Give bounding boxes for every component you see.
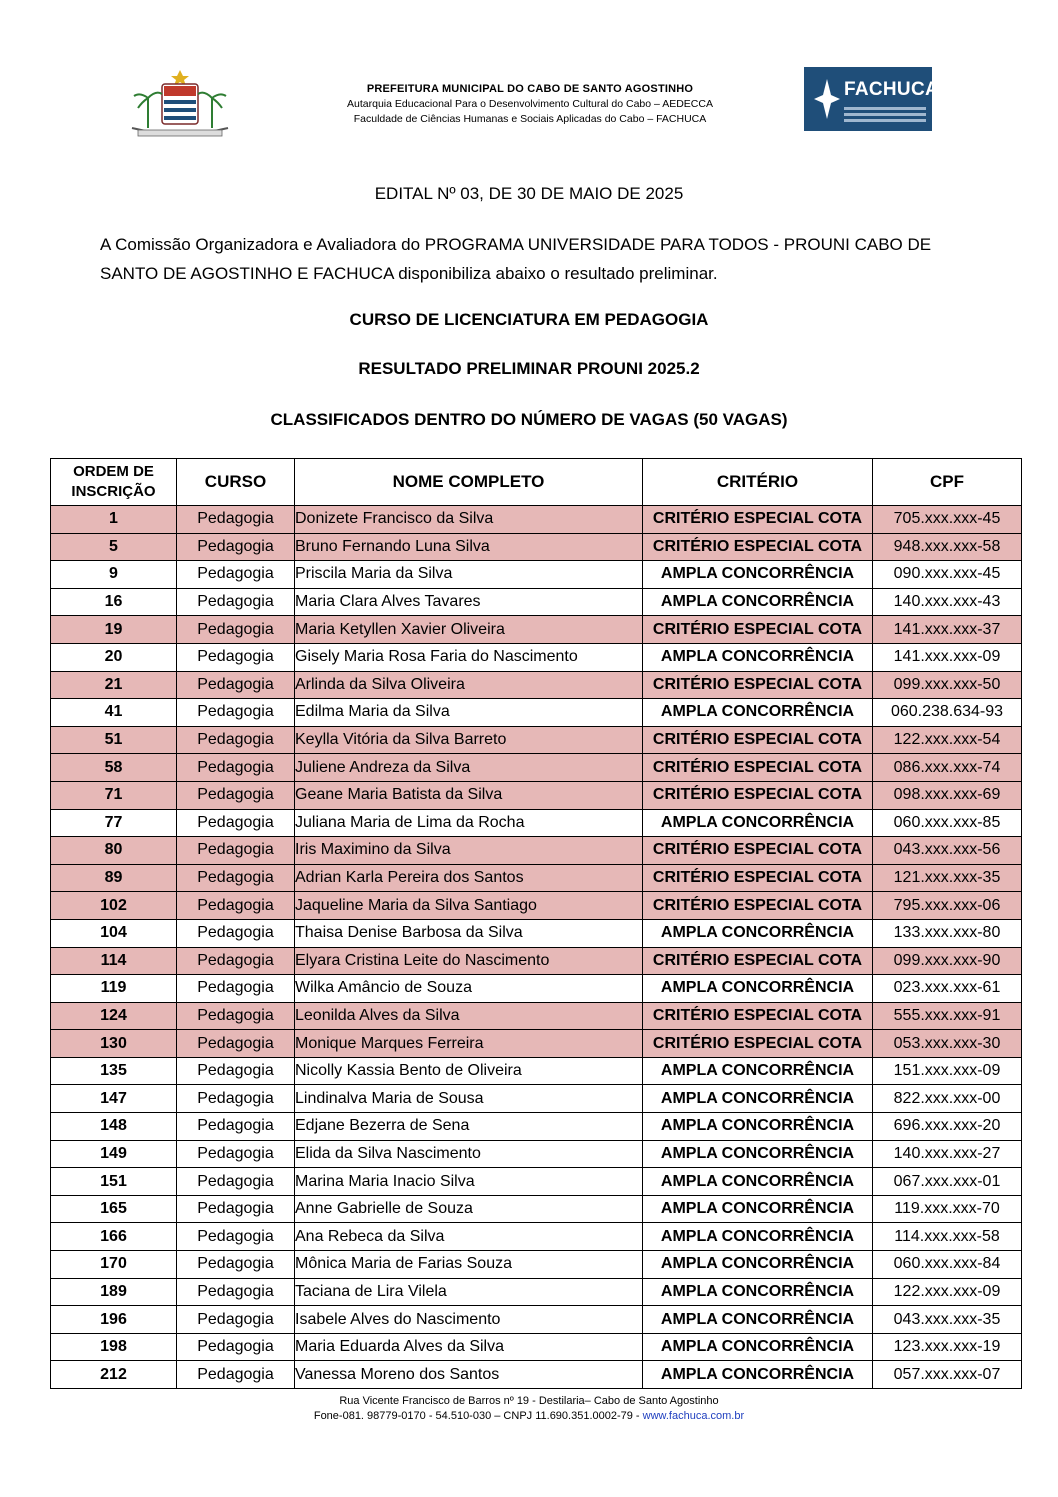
cell-cpf: 122.xxx.xxx-54 [873, 726, 1022, 754]
cell-cpf: 705.xxx.xxx-45 [873, 506, 1022, 534]
cell-criterio: CRITÉRIO ESPECIAL COTA [643, 506, 873, 534]
cell-cpf: 060.xxx.xxx-84 [873, 1251, 1022, 1279]
cell-ordem: 89 [51, 864, 177, 892]
cell-curso: Pedagogia [177, 1002, 295, 1030]
table-row [51, 1361, 1022, 1389]
cell-ordem: 19 [51, 616, 177, 644]
cell-criterio: AMPLA CONCORRÊNCIA [643, 1168, 873, 1196]
table-row [51, 1113, 1022, 1141]
table-row [51, 726, 1022, 754]
cell-curso: Pedagogia [177, 1223, 295, 1251]
table-row [51, 1140, 1022, 1168]
cell-ordem: 21 [51, 671, 177, 699]
cell-nome: Geane Maria Batista da Silva [295, 781, 643, 809]
cell-criterio: CRITÉRIO ESPECIAL COTA [643, 616, 873, 644]
cell-criterio: CRITÉRIO ESPECIAL COTA [643, 1002, 873, 1030]
cell-ordem: 80 [51, 837, 177, 865]
cell-criterio: AMPLA CONCORRÊNCIA [643, 1361, 873, 1389]
cell-nome: Maria Ketyllen Xavier Oliveira [295, 616, 643, 644]
fachuca-star-icon [812, 77, 842, 121]
table-row [51, 1223, 1022, 1251]
cell-ordem: 147 [51, 1085, 177, 1113]
cell-cpf: 133.xxx.xxx-80 [873, 919, 1022, 947]
cell-curso: Pedagogia [177, 643, 295, 671]
cell-cpf: 123.xxx.xxx-19 [873, 1333, 1022, 1361]
cell-ordem: 16 [51, 588, 177, 616]
cell-nome: Edilma Maria da Silva [295, 699, 643, 727]
cell-ordem: 149 [51, 1140, 177, 1168]
cell-criterio: AMPLA CONCORRÊNCIA [643, 1251, 873, 1279]
table-row [51, 1195, 1022, 1223]
cell-nome: Vanessa Moreno dos Santos [295, 1361, 643, 1389]
cell-ordem: 124 [51, 1002, 177, 1030]
cell-nome: Edjane Bezerra de Sena [295, 1113, 643, 1141]
cell-ordem: 77 [51, 809, 177, 837]
cell-ordem: 41 [51, 699, 177, 727]
cell-cpf: 090.xxx.xxx-45 [873, 561, 1022, 589]
footer-contact: Fone-081. 98779-0170 - 54.510-030 – CNPJ 11.690.351.0002-79 - [313, 1410, 643, 1422]
cell-curso: Pedagogia [177, 1057, 295, 1085]
results-body [51, 506, 1022, 1389]
cell-criterio: CRITÉRIO ESPECIAL COTA [643, 726, 873, 754]
intro-paragraph: A Comissão Organizadora e Avaliadora do PROGRAMA UNIVERSIDADE PARA TODOS - PROUNI CABO DE SANTO DE AGOSTINHO E FACHUCA disponibiliza abaixo o resultado preliminar. [100, 235, 932, 283]
cell-cpf: 555.xxx.xxx-91 [873, 1002, 1022, 1030]
fachuca-logo [804, 67, 939, 131]
cell-cpf: 043.xxx.xxx-56 [873, 837, 1022, 865]
table-row [51, 809, 1022, 837]
cell-curso: Pedagogia [177, 947, 295, 975]
cell-cpf: 140.xxx.xxx-43 [873, 588, 1022, 616]
cell-curso: Pedagogia [177, 1168, 295, 1196]
cell-nome: Keylla Vitória da Silva Barreto [295, 726, 643, 754]
result-heading: RESULTADO PRELIMINAR PROUNI 2025.2 [358, 359, 700, 378]
table-row [51, 533, 1022, 561]
cell-ordem: 130 [51, 1030, 177, 1058]
cell-cpf: 140.xxx.xxx-27 [873, 1140, 1022, 1168]
cell-cpf: 151.xxx.xxx-09 [873, 1057, 1022, 1085]
cell-curso: Pedagogia [177, 1278, 295, 1306]
cell-ordem: 119 [51, 975, 177, 1003]
cell-cpf: 141.xxx.xxx-37 [873, 616, 1022, 644]
cell-criterio: AMPLA CONCORRÊNCIA [643, 1195, 873, 1223]
cell-nome: Maria Eduarda Alves da Silva [295, 1333, 643, 1361]
cell-nome: Maria Clara Alves Tavares [295, 588, 643, 616]
cell-ordem: 51 [51, 726, 177, 754]
table-row [51, 699, 1022, 727]
cell-nome: Donizete Francisco da Silva [295, 506, 643, 534]
cell-criterio: AMPLA CONCORRÊNCIA [643, 1113, 873, 1141]
cell-curso: Pedagogia [177, 699, 295, 727]
cell-nome: Marina Maria Inacio Silva [295, 1168, 643, 1196]
cell-cpf: 119.xxx.xxx-70 [873, 1195, 1022, 1223]
table-row [51, 671, 1022, 699]
table-row [51, 643, 1022, 671]
cell-ordem: 196 [51, 1306, 177, 1334]
autarchy-name: Autarquia Educacional Para o Desenvolvimento Cultural do Cabo – AEDECCA [347, 98, 713, 110]
municipal-seal-icon [128, 68, 232, 140]
cell-criterio: AMPLA CONCORRÊNCIA [643, 561, 873, 589]
cell-criterio: AMPLA CONCORRÊNCIA [643, 588, 873, 616]
cell-nome: Adrian Karla Pereira dos Santos [295, 864, 643, 892]
cell-curso: Pedagogia [177, 1085, 295, 1113]
classified-heading: CLASSIFICADOS DENTRO DO NÚMERO DE VAGAS (50 VAGAS) [270, 410, 788, 429]
cell-cpf: 822.xxx.xxx-00 [873, 1085, 1022, 1113]
cell-nome: Leonilda Alves da Silva [295, 1002, 643, 1030]
cell-curso: Pedagogia [177, 781, 295, 809]
cell-nome: Elida da Silva Nascimento [295, 1140, 643, 1168]
cell-nome: Gisely Maria Rosa Faria do Nascimento [295, 643, 643, 671]
logo-tagline-lines [844, 104, 926, 122]
table-row [51, 1030, 1022, 1058]
cell-curso: Pedagogia [177, 1195, 295, 1223]
table-row [51, 1002, 1022, 1030]
cell-nome: Taciana de Lira Vilela [295, 1278, 643, 1306]
table-row [51, 781, 1022, 809]
cell-cpf: 086.xxx.xxx-74 [873, 754, 1022, 782]
cell-curso: Pedagogia [177, 588, 295, 616]
cell-nome: Thaisa Denise Barbosa da Silva [295, 919, 643, 947]
cell-nome: Anne Gabrielle de Souza [295, 1195, 643, 1223]
course-heading: CURSO DE LICENCIATURA EM PEDAGOGIA [349, 310, 709, 329]
cell-cpf: 948.xxx.xxx-58 [873, 533, 1022, 561]
cell-criterio: AMPLA CONCORRÊNCIA [643, 1278, 873, 1306]
municipality-name: PREFEITURA MUNICIPAL DO CABO DE SANTO AGOSTINHO [366, 83, 694, 95]
cell-curso: Pedagogia [177, 1361, 295, 1389]
cell-nome: Juliene Andreza da Silva [295, 754, 643, 782]
cell-ordem: 148 [51, 1113, 177, 1141]
table-header-row [51, 459, 1022, 506]
cell-criterio: CRITÉRIO ESPECIAL COTA [643, 837, 873, 865]
cell-criterio: AMPLA CONCORRÊNCIA [643, 919, 873, 947]
header-curso: CURSO [177, 459, 295, 506]
cell-ordem: 1 [51, 506, 177, 534]
cell-ordem: 189 [51, 1278, 177, 1306]
cell-criterio: CRITÉRIO ESPECIAL COTA [643, 892, 873, 920]
cell-criterio: CRITÉRIO ESPECIAL COTA [643, 781, 873, 809]
table-row [51, 919, 1022, 947]
cell-criterio: AMPLA CONCORRÊNCIA [643, 1306, 873, 1334]
cell-nome: Ana Rebeca da Silva [295, 1223, 643, 1251]
cell-curso: Pedagogia [177, 506, 295, 534]
cell-nome: Lindinalva Maria de Sousa [295, 1085, 643, 1113]
table-row [51, 837, 1022, 865]
header-cpf: CPF [873, 459, 1022, 506]
cell-nome: Jaqueline Maria da Silva Santiago [295, 892, 643, 920]
cell-nome: Monique Marques Ferreira [295, 1030, 643, 1058]
cell-ordem: 170 [51, 1251, 177, 1279]
cell-criterio: CRITÉRIO ESPECIAL COTA [643, 1030, 873, 1058]
cell-ordem: 151 [51, 1168, 177, 1196]
cell-cpf: 023.xxx.xxx-61 [873, 975, 1022, 1003]
cell-cpf: 696.xxx.xxx-20 [873, 1113, 1022, 1141]
table-row [51, 1278, 1022, 1306]
cell-cpf: 067.xxx.xxx-01 [873, 1168, 1022, 1196]
cell-curso: Pedagogia [177, 1333, 295, 1361]
table-row [51, 1085, 1022, 1113]
cell-criterio: CRITÉRIO ESPECIAL COTA [643, 754, 873, 782]
table-row [51, 616, 1022, 644]
table-row [51, 561, 1022, 589]
cell-criterio: AMPLA CONCORRÊNCIA [643, 1333, 873, 1361]
cell-curso: Pedagogia [177, 561, 295, 589]
cell-ordem: 104 [51, 919, 177, 947]
institution-header [250, 82, 810, 127]
cell-cpf: 121.xxx.xxx-35 [873, 864, 1022, 892]
cell-criterio: CRITÉRIO ESPECIAL COTA [643, 671, 873, 699]
cell-cpf: 098.xxx.xxx-69 [873, 781, 1022, 809]
table-row [51, 947, 1022, 975]
cell-cpf: 122.xxx.xxx-09 [873, 1278, 1022, 1306]
cell-curso: Pedagogia [177, 1113, 295, 1141]
cell-ordem: 114 [51, 947, 177, 975]
table-row [51, 588, 1022, 616]
cell-cpf: 114.xxx.xxx-58 [873, 1223, 1022, 1251]
cell-criterio: CRITÉRIO ESPECIAL COTA [643, 864, 873, 892]
table-row [51, 1333, 1022, 1361]
cell-nome: Bruno Fernando Luna Silva [295, 533, 643, 561]
cell-criterio: AMPLA CONCORRÊNCIA [643, 699, 873, 727]
cell-criterio: CRITÉRIO ESPECIAL COTA [643, 947, 873, 975]
results-table [50, 458, 1022, 1389]
cell-ordem: 58 [51, 754, 177, 782]
table-row [51, 506, 1022, 534]
table-row [51, 1251, 1022, 1279]
cell-ordem: 5 [51, 533, 177, 561]
cell-nome: Mônica Maria de Farias Souza [295, 1251, 643, 1279]
table-row [51, 864, 1022, 892]
footer-contact-line [0, 1409, 1058, 1424]
footer-address: Rua Vicente Francisco de Barros nº 19 - Destilaria– Cabo de Santo Agostinho [339, 1395, 719, 1407]
table-row [51, 754, 1022, 782]
table-row [51, 1306, 1022, 1334]
cell-criterio: AMPLA CONCORRÊNCIA [643, 809, 873, 837]
cell-curso: Pedagogia [177, 1140, 295, 1168]
cell-cpf: 795.xxx.xxx-06 [873, 892, 1022, 920]
cell-curso: Pedagogia [177, 726, 295, 754]
cell-ordem: 166 [51, 1223, 177, 1251]
cell-curso: Pedagogia [177, 754, 295, 782]
logo-wordmark: FACHUCA [844, 79, 939, 100]
cell-curso: Pedagogia [177, 864, 295, 892]
table-row [51, 1168, 1022, 1196]
cell-cpf: 099.xxx.xxx-90 [873, 947, 1022, 975]
cell-ordem: 20 [51, 643, 177, 671]
cell-cpf: 060.238.634-93 [873, 699, 1022, 727]
cell-cpf: 141.xxx.xxx-09 [873, 643, 1022, 671]
cell-cpf: 043.xxx.xxx-35 [873, 1306, 1022, 1334]
cell-nome: Isabele Alves do Nascimento [295, 1306, 643, 1334]
cell-criterio: AMPLA CONCORRÊNCIA [643, 975, 873, 1003]
cell-curso: Pedagogia [177, 1251, 295, 1279]
cell-criterio: CRITÉRIO ESPECIAL COTA [643, 533, 873, 561]
cell-curso: Pedagogia [177, 1306, 295, 1334]
footer-website-link[interactable]: www.fachuca.com.br [642, 1410, 745, 1422]
cell-curso: Pedagogia [177, 919, 295, 947]
table-row [51, 1057, 1022, 1085]
cell-ordem: 135 [51, 1057, 177, 1085]
cell-cpf: 057.xxx.xxx-07 [873, 1361, 1022, 1389]
cell-nome: Iris Maximino da Silva [295, 837, 643, 865]
edital-title: EDITAL Nº 03, DE 30 DE MAIO DE 2025 [374, 184, 684, 203]
cell-curso: Pedagogia [177, 809, 295, 837]
cell-curso: Pedagogia [177, 975, 295, 1003]
cell-cpf: 053.xxx.xxx-30 [873, 1030, 1022, 1058]
cell-curso: Pedagogia [177, 1030, 295, 1058]
header-criterio: CRITÉRIO [643, 459, 873, 506]
cell-curso: Pedagogia [177, 533, 295, 561]
cell-ordem: 212 [51, 1361, 177, 1389]
cell-ordem: 71 [51, 781, 177, 809]
cell-ordem: 165 [51, 1195, 177, 1223]
header-ordem: ORDEM DE INSCRIÇÃO [51, 459, 177, 506]
cell-nome: Arlinda da Silva Oliveira [295, 671, 643, 699]
cell-curso: Pedagogia [177, 616, 295, 644]
cell-criterio: AMPLA CONCORRÊNCIA [643, 1140, 873, 1168]
cell-curso: Pedagogia [177, 892, 295, 920]
table-row [51, 975, 1022, 1003]
cell-curso: Pedagogia [177, 671, 295, 699]
cell-nome: Elyara Cristina Leite do Nascimento [295, 947, 643, 975]
cell-criterio: AMPLA CONCORRÊNCIA [643, 1057, 873, 1085]
footer [0, 1394, 1058, 1424]
cell-nome: Juliana Maria de Lima da Rocha [295, 809, 643, 837]
cell-nome: Priscila Maria da Silva [295, 561, 643, 589]
cell-criterio: AMPLA CONCORRÊNCIA [643, 1085, 873, 1113]
cell-curso: Pedagogia [177, 837, 295, 865]
table-row [51, 892, 1022, 920]
faculty-name: Faculdade de Ciências Humanas e Sociais Aplicadas do Cabo – FACHUCA [353, 113, 707, 125]
cell-criterio: AMPLA CONCORRÊNCIA [643, 1223, 873, 1251]
cell-nome: Wilka Amâncio de Souza [295, 975, 643, 1003]
header-nome: NOME COMPLETO [295, 459, 643, 506]
cell-ordem: 198 [51, 1333, 177, 1361]
letterhead [0, 62, 1058, 142]
cell-nome: Nicolly Kassia Bento de Oliveira [295, 1057, 643, 1085]
cell-cpf: 099.xxx.xxx-50 [873, 671, 1022, 699]
cell-cpf: 060.xxx.xxx-85 [873, 809, 1022, 837]
cell-ordem: 9 [51, 561, 177, 589]
cell-criterio: AMPLA CONCORRÊNCIA [643, 643, 873, 671]
cell-ordem: 102 [51, 892, 177, 920]
